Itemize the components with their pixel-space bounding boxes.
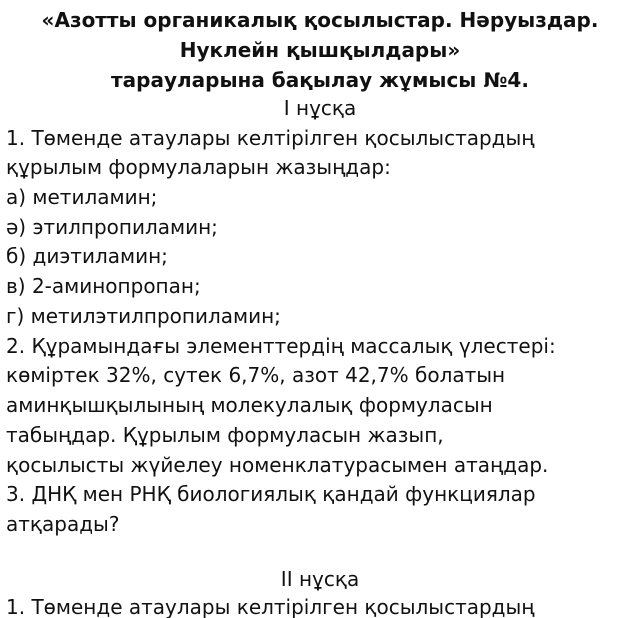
- variant-1-heading: І нұсқа: [283, 96, 357, 120]
- question-2-line-2: көміртек 32%, сутек 6,7%, азот 42,7% болатын: [6, 363, 506, 387]
- question-1-item-g: г) метилэтилпропиламин;: [6, 304, 281, 328]
- title-line-1: «Азотты органикалық қосылыстар. Нәруыздар.: [41, 8, 599, 32]
- question-1-item-v: в) 2-аминопропан;: [6, 274, 201, 298]
- question-1-line-1: 1. Төменде атаулары келтірілген қосылыстардың: [6, 126, 535, 150]
- question-1-item-ae: ә) этилпропиламин;: [6, 215, 218, 239]
- question-1-item-b: б) диэтиламин;: [6, 244, 168, 268]
- question-3-line-1: 3. ДНҚ мен РНҚ биологиялық қандай функциялар: [6, 482, 536, 506]
- title-line-2: Нуклейн қышқылдары»: [179, 38, 461, 62]
- variant-2-question-1-line-1: 1. Төменде атаулары келтірілген қосылыстардың: [6, 595, 535, 618]
- question-1-line-2: құрылым формулаларын жазыңдар:: [6, 155, 391, 179]
- question-1-item-a: а) метиламин;: [6, 185, 158, 209]
- variant-2-heading: ІІ нұсқа: [280, 567, 360, 591]
- question-2-line-5: қосылысты жүйелеу номенклатурасымен атаңдар.: [6, 453, 549, 477]
- question-3-line-2: атқарады?: [6, 512, 120, 536]
- question-2-line-4: табыңдар. Құрылым формуласын жазып,: [6, 423, 444, 447]
- question-2-line-1: 2. Құрамындағы элементтердің массалық үлестері:: [6, 334, 556, 358]
- question-2-line-3: аминқышқылының молекулалық формуласын: [6, 393, 493, 417]
- title-line-3: тарауларына бақылау жұмысы №4.: [111, 68, 529, 92]
